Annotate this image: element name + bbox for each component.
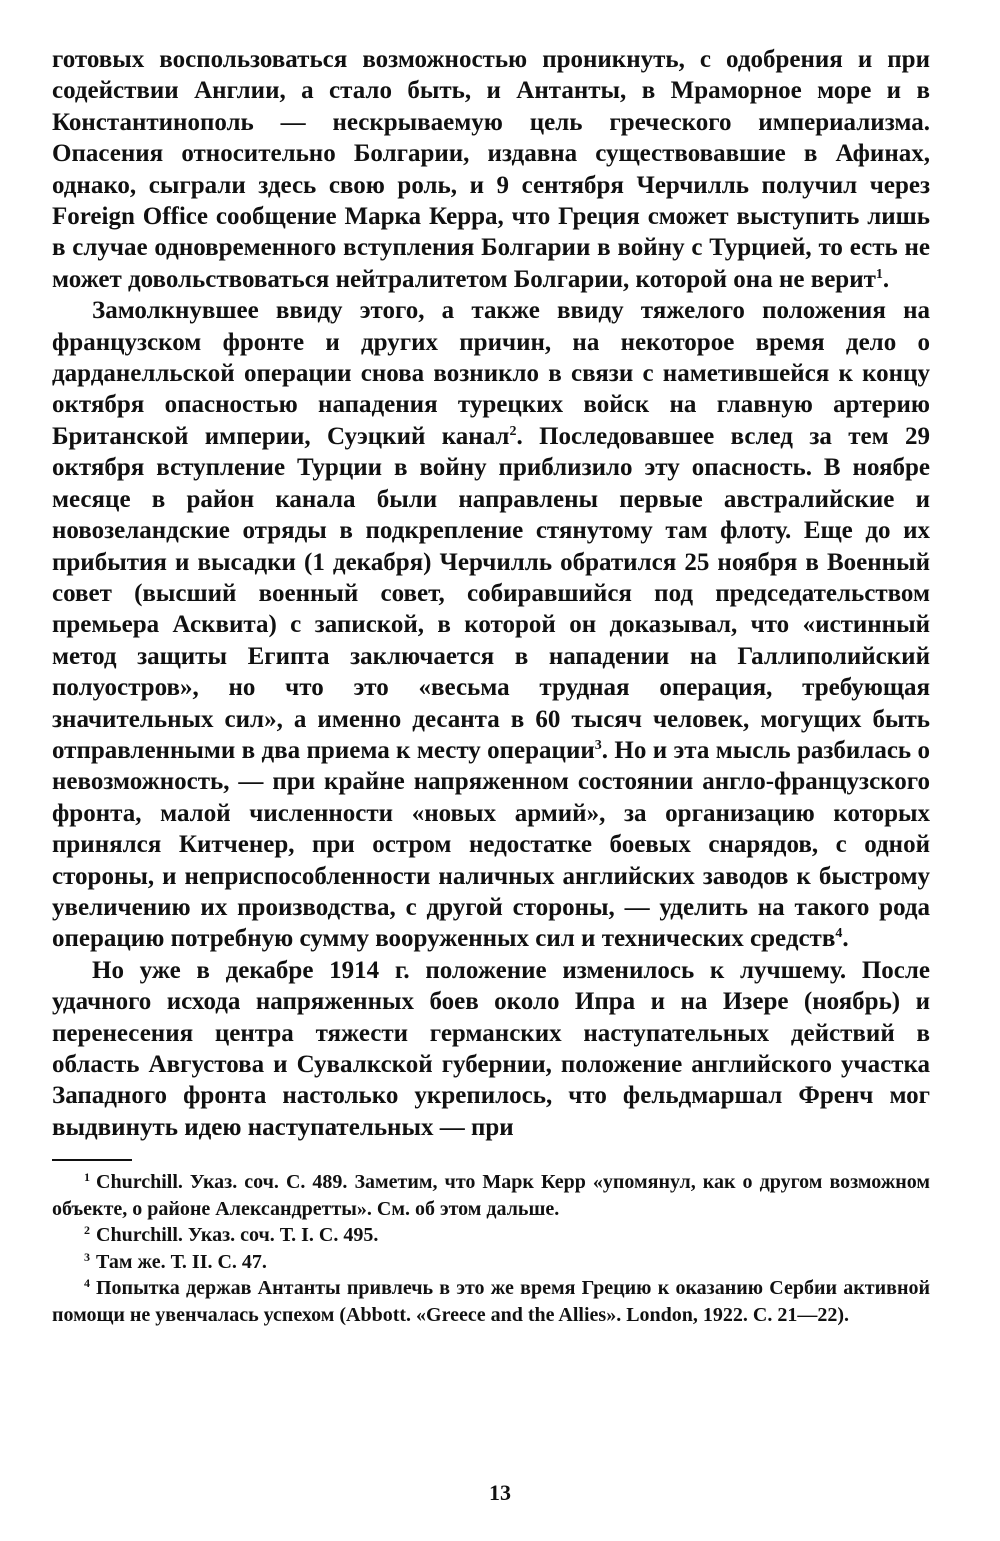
- footnote-3-text: Там же. Т. II. С. 47.: [96, 1250, 267, 1273]
- paragraph-2-text-c: . Но и эта мысль разбилась о невозможность, — при крайне напряженном состоянии англо-французского фронта, малой численности «новых армий», за организацию которых принялся Китченер, при остром недостатке боевых снарядов, с одной стороны, и неприспособленности наличных английских заводов к быстрому увеличению их производства, с другой стороны, — уделить на такого рода операцию потребную сумму вооруженных сил и технических средств: [52, 736, 930, 953]
- footnote-1: [52, 1169, 930, 1222]
- footnote-mark-2: 2: [84, 1223, 90, 1238]
- footnote-4: [52, 1275, 930, 1328]
- footnote-4-text: Попытка держав Антанты привлечь в это же время Грецию к оказанию Сербии активной помощи не увенчалась успехом (Abbott. «Greece and the Allies». London, 1922. С. 21—22).: [52, 1277, 930, 1326]
- footnotes: [52, 1169, 930, 1328]
- footnote-ref-3[interactable]: 3: [594, 737, 602, 753]
- paragraph-1-tail: .: [882, 265, 890, 293]
- footnote-divider: [52, 1159, 132, 1161]
- paragraph-2-tail: .: [842, 925, 849, 953]
- paragraph-3-text: Но уже в декабре 1914 г. положение изменилось к лучшему. После удачного исхода напряженных боев около Ипра и на Изере (ноябрь) и перенесения центра тяжести германских наступательных действий в область Августова и Сувалкской губернии, положение английского участка Западного фронта настолько укрепилось, что фельдмаршал Френч мог выдвинуть идею наступательных — при: [52, 956, 930, 1141]
- paragraph-3: [52, 955, 930, 1143]
- paragraph-2-text-a: Замолкнувшее ввиду этого, а также ввиду тяжелого положения на французском фронте и других причин, на некоторое время дело о дарданелльской операции снова возникло в связи с наметившейся к концу октября опасностью нападения турецких войск на главную артерию Британской империи, Суэцкий канал: [52, 297, 930, 450]
- footnote-ref-2[interactable]: 2: [509, 423, 517, 439]
- footnote-1-text: Churchill. Указ. соч. С. 489. Заметим, что Марк Керр «упомянул, как о другом возможном объекте, о районе Александретты». См. об этом дальше.: [52, 1171, 930, 1220]
- page-number: 13: [489, 1480, 511, 1505]
- footnote-mark-3: 3: [84, 1249, 90, 1264]
- paragraph-2-text-b: . Последовавшее вслед за тем 29 октября вступление Турции в войну приблизило эту опасность. В ноябре месяце в район канала были направлены первые австралийские и новозеландские отряды в подкрепление стянутому там флоту. Еще до их прибытия и высадки (1 декабря) Черчилль обратился 25 ноября в Военный совет (высший военный совет, собиравшийся под председательством премьера Асквита) с запиской, в которой он доказывал, что «истинный метод защиты Египта заключается в нападении на Галлиполийский полуостров», но что это «весьма трудная операция, требующая значительных сил», а именно десанта в 60 тысяч человек, могущих быть отправленными в два приема к месту операции: [52, 422, 931, 764]
- page-body: [52, 44, 930, 1328]
- footnote-mark-1: 1: [84, 1170, 90, 1185]
- footnote-2-text: Churchill. Указ. соч. Т. I. С. 495.: [96, 1224, 379, 1247]
- paragraph-1-text: готовых воспользоваться возможностью проникнуть, с одобрения и при содействии Англии, а стало быть, и Антанты, в Мраморное море и в Константинополь — нескрываемую цель греческого империализма. Опасения относительно Болгарии, издавна существовавшие в Афинах, однако, сыграли здесь свою роль, и 9 сентября Черчилль получил через Foreign Office сообщение Марка Керра, что Греция сможет выступить лишь в случае одновременного вступления Болгарии в войну с Турцией, то есть не может довольствоваться нейтралитетом Болгарии, которой она не верит: [52, 46, 930, 293]
- paragraph-1: [52, 44, 930, 295]
- footnote-2: [52, 1222, 930, 1249]
- paragraph-2: [52, 295, 930, 955]
- footnote-mark-4: 4: [84, 1276, 90, 1291]
- footnote-3: [52, 1249, 930, 1276]
- footnote-ref-4[interactable]: 4: [835, 926, 843, 942]
- footnote-ref-1[interactable]: 1: [875, 266, 883, 282]
